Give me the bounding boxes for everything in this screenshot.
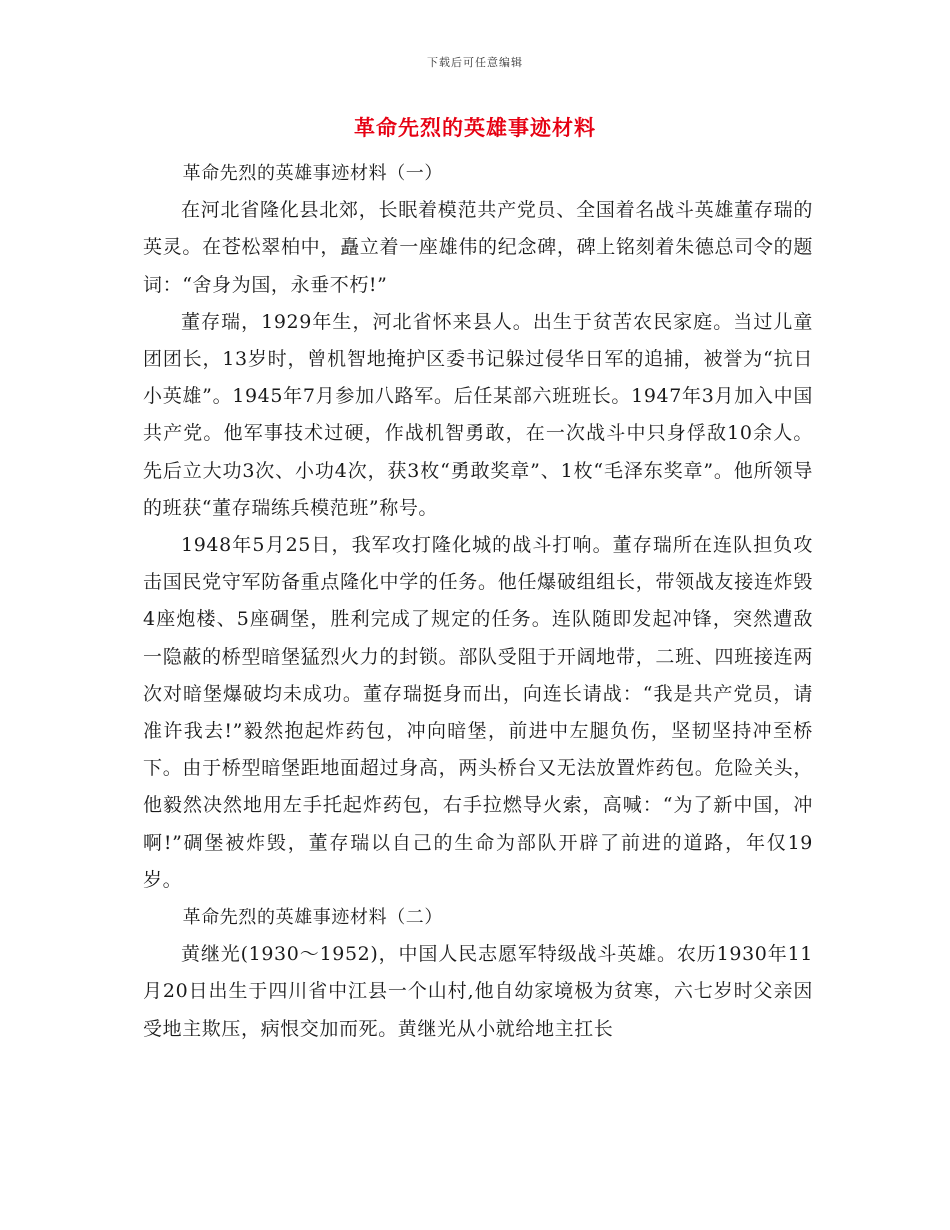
section-2-heading: 革命先烈的英雄事迹材料（二） (182, 907, 443, 929)
section-1-paragraph-3: 1948年5月25日，我军攻打隆化城的战斗打响。董存瑞所在连队担负攻击国民党守军防备重点隆化中学的任务。他任爆破组组长，带领战友接连炸毁4座炮楼、5座碉堡，胜利完成了规定的任务。连队随即发起冲锋，突然遭敌一隐蔽的桥型暗堡猛烈火力的封锁。部队受阻于开阔地带，二班、四班接连两次对暗堡爆破均未成功。董存瑞挺身而出，向连长请战：“我是共产党员，请准许我去!”毅然抱起炸药包，冲向暗堡，前进中左腿负伤，坚韧坚持冲至桥下。由于桥型暗堡距地面超过身高，两头桥台又无法放置炸药包。危险关头，他毅然决然地用左手托起炸药包，右手拉燃导火索，高喊：“为了新中国，冲啊!”碉堡被炸毁，董存瑞以自己的生命为部队开辟了前进的道路，年仅19岁。 (143, 534, 813, 891)
header-note: 下载后可任意编辑 (427, 56, 523, 69)
section-2-paragraph-1: 黄继光(1930～1952)，中国人民志愿军特级战斗英雄。农历1930年11月20日出生于四川省中江县一个山村,他自幼家境极为贫寒，六七岁时父亲因受地主欺压，病恨交加而死。黄继光从小就给地主扛长 (143, 943, 813, 1040)
section-1-paragraph-2: 董存瑞，1929年生，河北省怀来县人。出生于贫苦农民家庭。当过儿童团团长，13岁时，曾机智地掩护区委书记躲过侵华日军的追捕，被誉为“抗日小英雄”。1945年7月参加八路军。后任某部六班班长。1947年3月加入中国共产党。他军事技术过硬，作战机智勇敢，在一次战斗中只身俘敌10余人。先后立大功3次、小功4次，获3枚“勇敢奖章”、1枚“毛泽东奖章”。他所领导的班获“董存瑞练兵模范班”称号。 (143, 310, 813, 519)
document-body (143, 155, 813, 1048)
section-1-paragraph-1: 在河北省隆化县北郊，长眠着模范共产党员、全国着名战斗英雄董存瑞的英灵。在苍松翠柏中，矗立着一座雄伟的纪念碑，碑上铭刻着朱德总司令的题词：“舍身为国，永垂不朽!” (143, 199, 813, 296)
document-title: 革命先烈的英雄事迹材料 (354, 116, 596, 140)
section-1-heading: 革命先烈的英雄事迹材料（一） (182, 163, 443, 184)
